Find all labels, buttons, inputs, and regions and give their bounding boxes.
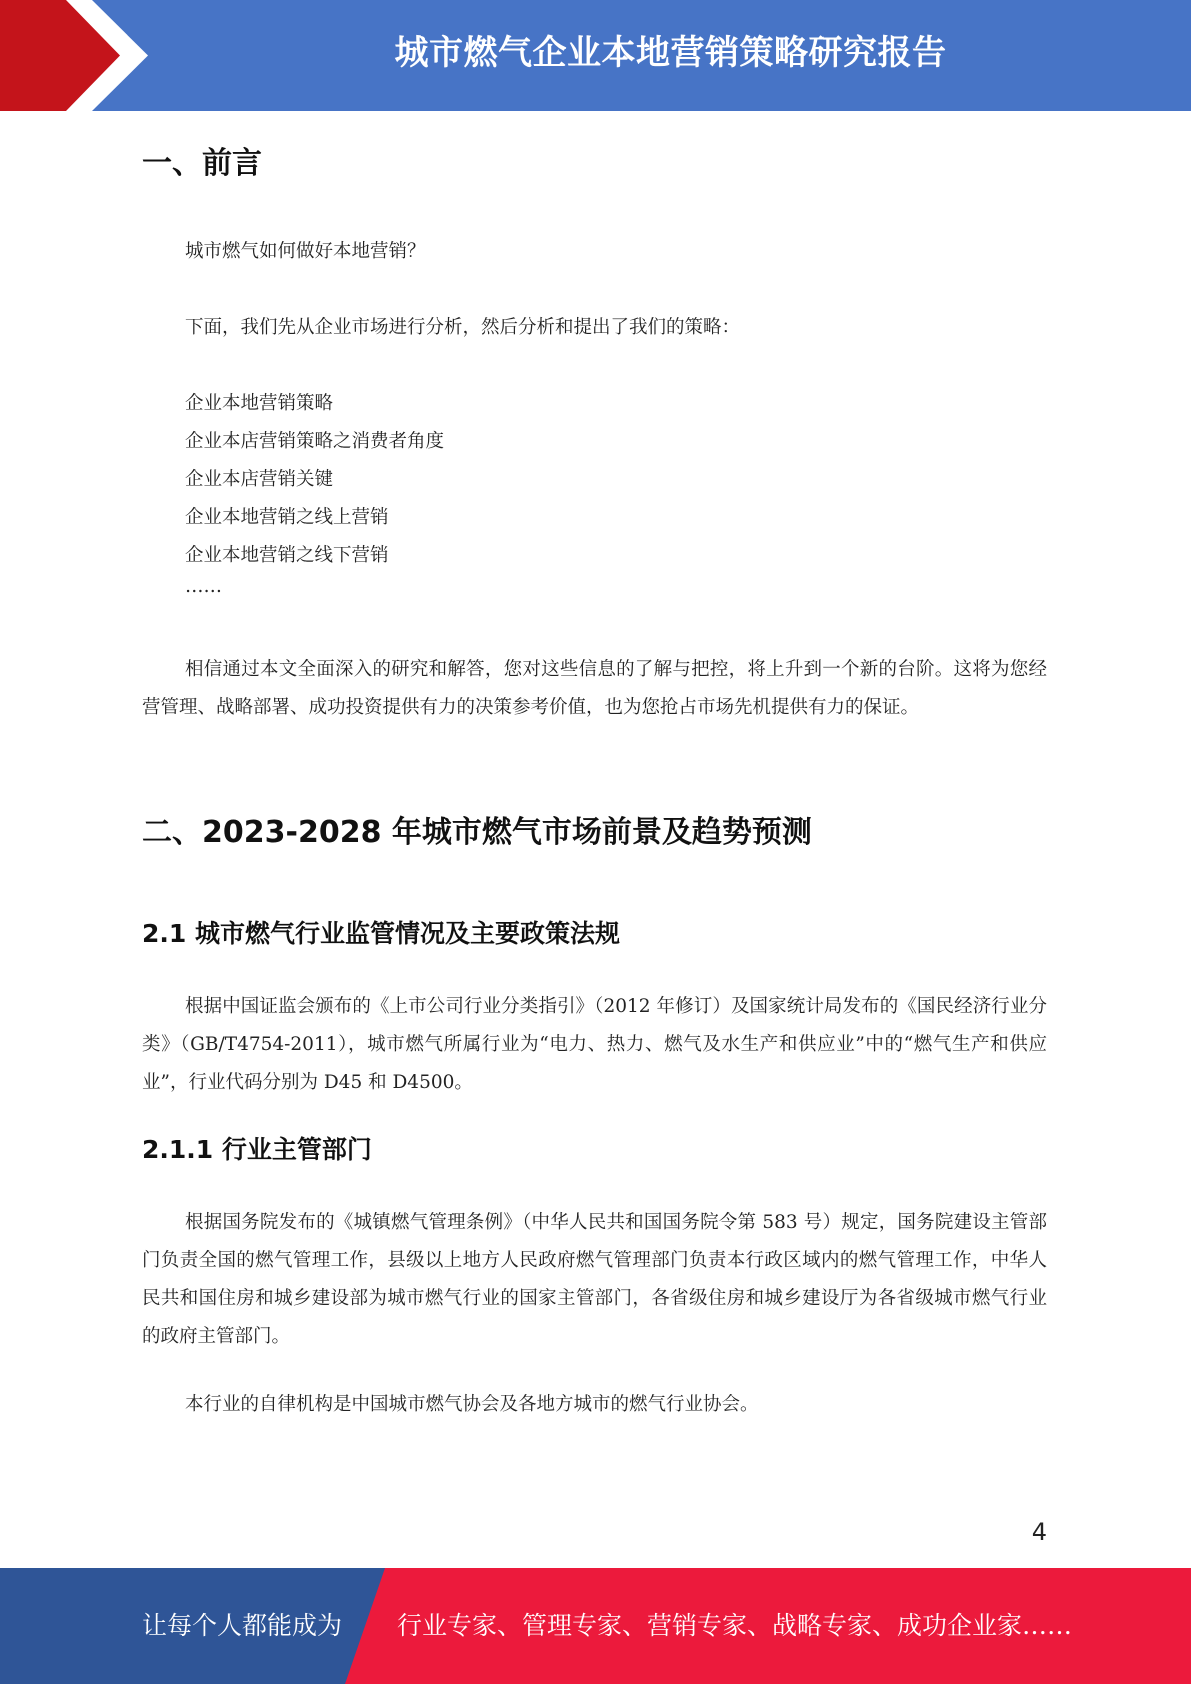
page-footer [0, 1568, 1191, 1684]
paragraph: 相信通过本文全面深入的研究和解答，您对这些信息的了解与把控，将上升到一个新的台阶。这将为您经营管理、战略部署、成功投资提供有力的决策参考价值，也为您抢占市场先机提供有力的保证。 [142, 659, 1047, 718]
paragraph: 本行业的自律机构是中国城市燃气协会及各地方城市的燃气行业协会。 [185, 1394, 759, 1415]
list-item: …… [185, 576, 222, 597]
page-number: 4 [1031, 1518, 1047, 1546]
paragraph: 根据国务院发布的《城镇燃气管理条例》（中华人民共和国国务院令第 583 号）规定，国务院建设主管部门负责全国的燃气管理工作，县级以上地方人民政府燃气管理部门负责本行政区域内的燃气管理工作，中华人民共和国住房和城乡建设部为城市燃气行业的国家主管部门，各省级住房和城乡建设厅为各省级城市燃气行业的政府主管部门。 [142, 1212, 1047, 1347]
page-header [0, 0, 1191, 111]
list-item: 企业本地营销策略 [185, 393, 334, 414]
paragraph: 根据中国证监会颁布的《上市公司行业分类指引》（2012 年修订）及国家统计局发布的《国民经济行业分类》（GB/T4754-2011），城市燃气所属行业为“电力、热力、燃气及水生产和供应业”中的“燃气生产和供应业”，行业代码分别为 D45 和 D4500。 [142, 996, 1047, 1093]
list-item: 企业本地营销之线下营销 [185, 545, 389, 566]
list-item: 企业本店营销关键 [185, 469, 334, 490]
paragraph: 下面，我们先从企业市场进行分析，然后分析和提出了我们的策略： [185, 317, 741, 338]
footer-slogan-left: 让每个人都能成为 [142, 1611, 343, 1640]
chevron-decoration [0, 0, 160, 111]
document-title: 城市燃气企业本地营销策略研究报告 [394, 33, 947, 73]
subsection-heading: 2.1.1 行业主管部门 [142, 1135, 372, 1164]
footer-slogan-right: 行业专家、管理专家、营销专家、战略专家、成功企业家…… [397, 1611, 1073, 1640]
list-item: 企业本店营销策略之消费者角度 [185, 431, 445, 452]
strategy-list [185, 385, 444, 599]
paragraph: 城市燃气如何做好本地营销？ [185, 241, 426, 262]
section-heading-forecast: 二、2023-2028 年城市燃气市场前景及趋势预测 [142, 815, 812, 850]
list-item: 企业本地营销之线上营销 [185, 507, 389, 528]
section-heading-preface: 一、前言 [142, 146, 262, 181]
subsection-heading: 2.1 城市燃气行业监管情况及主要政策法规 [142, 919, 620, 948]
